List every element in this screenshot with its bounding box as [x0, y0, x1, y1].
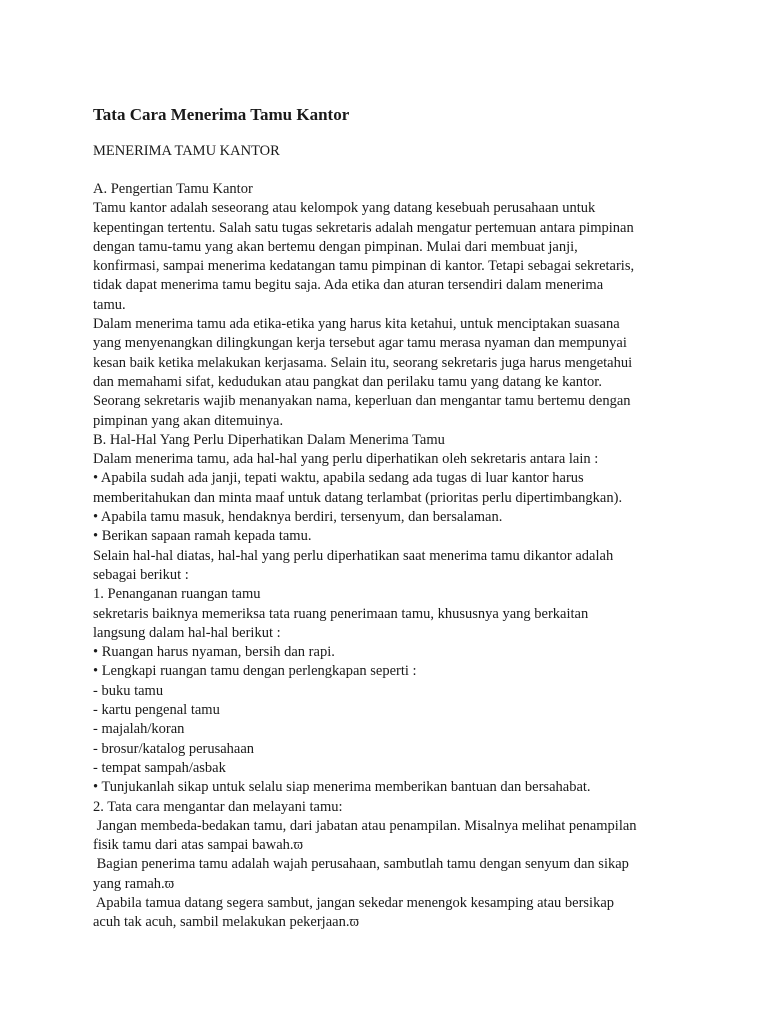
body-text-line: pimpinan yang akan ditemuinya. [93, 412, 284, 429]
body-text-line: Jangan membeda-bedakan tamu, dari jabatan atau penampilan. Misalnya melihat penampilan [93, 817, 637, 834]
body-text-line: memberitahukan dan minta maaf untuk datang terlambat (prioritas perlu dipertimbangkan). [93, 489, 623, 506]
body-text-line: kesan baik ketika melakukan kerjasama. Selain itu, seorang sekretaris juga harus mengetahui [93, 354, 633, 371]
body-text-line: sebagai berikut : [93, 566, 189, 583]
document-title: Tata Cara Menerima Tamu Kantor [93, 105, 350, 124]
body-text-line: • Ruangan harus nyaman, bersih dan rapi. [93, 644, 335, 661]
body-text-line: 2. Tata cara mengantar dan melayani tamu: [93, 798, 343, 815]
body-text-line: langsung dalam hal-hal berikut : [93, 624, 281, 641]
body-text-line: 1. Penanganan ruangan tamu [93, 586, 261, 603]
body-text-line: Dalam menerima tamu ada etika-etika yang harus kita ketahui, untuk menciptakan suasana [93, 316, 620, 333]
body-text-line: Seorang sekretaris wajib menanyakan nama, keperluan dan mengantar tamu bertemu dengan [93, 393, 631, 410]
body-text-line: yang menyenangkan dilingkungan kerja tersebut agar tamu merasa nyaman dan mempunyai [93, 335, 627, 352]
body-text-line: acuh tak acuh, sambil melakukan pekerjaan.ϖ [93, 914, 360, 931]
body-text-line: Dalam menerima tamu, ada hal-hal yang perlu diperhatikan oleh sekretaris antara lain : [93, 451, 599, 468]
body-text-line: - tempat sampah/asbak [93, 759, 226, 776]
body-text-line: sekretaris baiknya memeriksa tata ruang penerimaan tamu, khususnya yang berkaitan [93, 605, 589, 622]
body-text-line: • Tunjukanlah sikap untuk selalu siap menerima memberikan bantuan dan bersahabat. [93, 779, 591, 796]
body-text-line: konfirmasi, sampai menerima kedatangan tamu pimpinan di kantor. Tetapi sebagai sekretaris, [93, 258, 635, 275]
body-text-line: fisik tamu dari atas sampai bawah.ϖ [93, 837, 304, 854]
body-text-line: dan memahami sifat, kedudukan atau pangkat dan perilaku tamu yang datang ke kantor. [93, 373, 602, 390]
body-text-line: • Berikan sapaan ramah kepada tamu. [93, 528, 312, 545]
document-body [93, 180, 688, 933]
body-text-line: dengan tamu-tamu yang akan bertemu dengan pimpinan. Mulai dari membuat janji, [93, 238, 578, 255]
body-text-line: tamu. [93, 296, 126, 313]
document-subtitle: MENERIMA TAMU KANTOR [93, 143, 280, 159]
body-text-line: Selain hal-hal diatas, hal-hal yang perlu diperhatikan saat menerima tamu dikantor adalah [93, 547, 614, 564]
body-text-line: B. Hal-Hal Yang Perlu Diperhatikan Dalam Menerima Tamu [93, 431, 445, 448]
body-text-line: - brosur/katalog perusahaan [93, 740, 255, 757]
body-text-line: - kartu pengenal tamu [93, 702, 220, 719]
body-text-line: - majalah/koran [93, 721, 185, 738]
body-text-line: • Lengkapi ruangan tamu dengan perlengkapan seperti : [93, 663, 417, 680]
body-text-line: Bagian penerima tamu adalah wajah perusahaan, sambutlah tamu dengan senyum dan sikap [93, 856, 629, 873]
body-text-line: tidak dapat menerima tamu begitu saja. Ada etika dan aturan tersendiri dalam menerima [93, 277, 604, 294]
body-text-line: • Apabila sudah ada janji, tepati waktu, apabila sedang ada tugas di luar kantor harus [93, 470, 584, 487]
body-text-line: Tamu kantor adalah seseorang atau kelompok yang datang kesebuah perusahaan untuk [93, 200, 596, 217]
body-text-line: - buku tamu [93, 682, 164, 699]
body-text-line: Apabila tamua datang segera sambut, jangan sekedar menengok kesamping atau bersikap [93, 894, 615, 911]
body-text-line: A. Pengertian Tamu Kantor [93, 181, 253, 197]
body-text-line: • Apabila tamu masuk, hendaknya berdiri, tersenyum, dan bersalaman. [93, 509, 503, 526]
body-text-line: kepentingan tertentu. Salah satu tugas sekretaris adalah mengatur pertemuan antara pimpinan [93, 219, 634, 236]
body-text-line: yang ramah.ϖ [93, 875, 175, 892]
